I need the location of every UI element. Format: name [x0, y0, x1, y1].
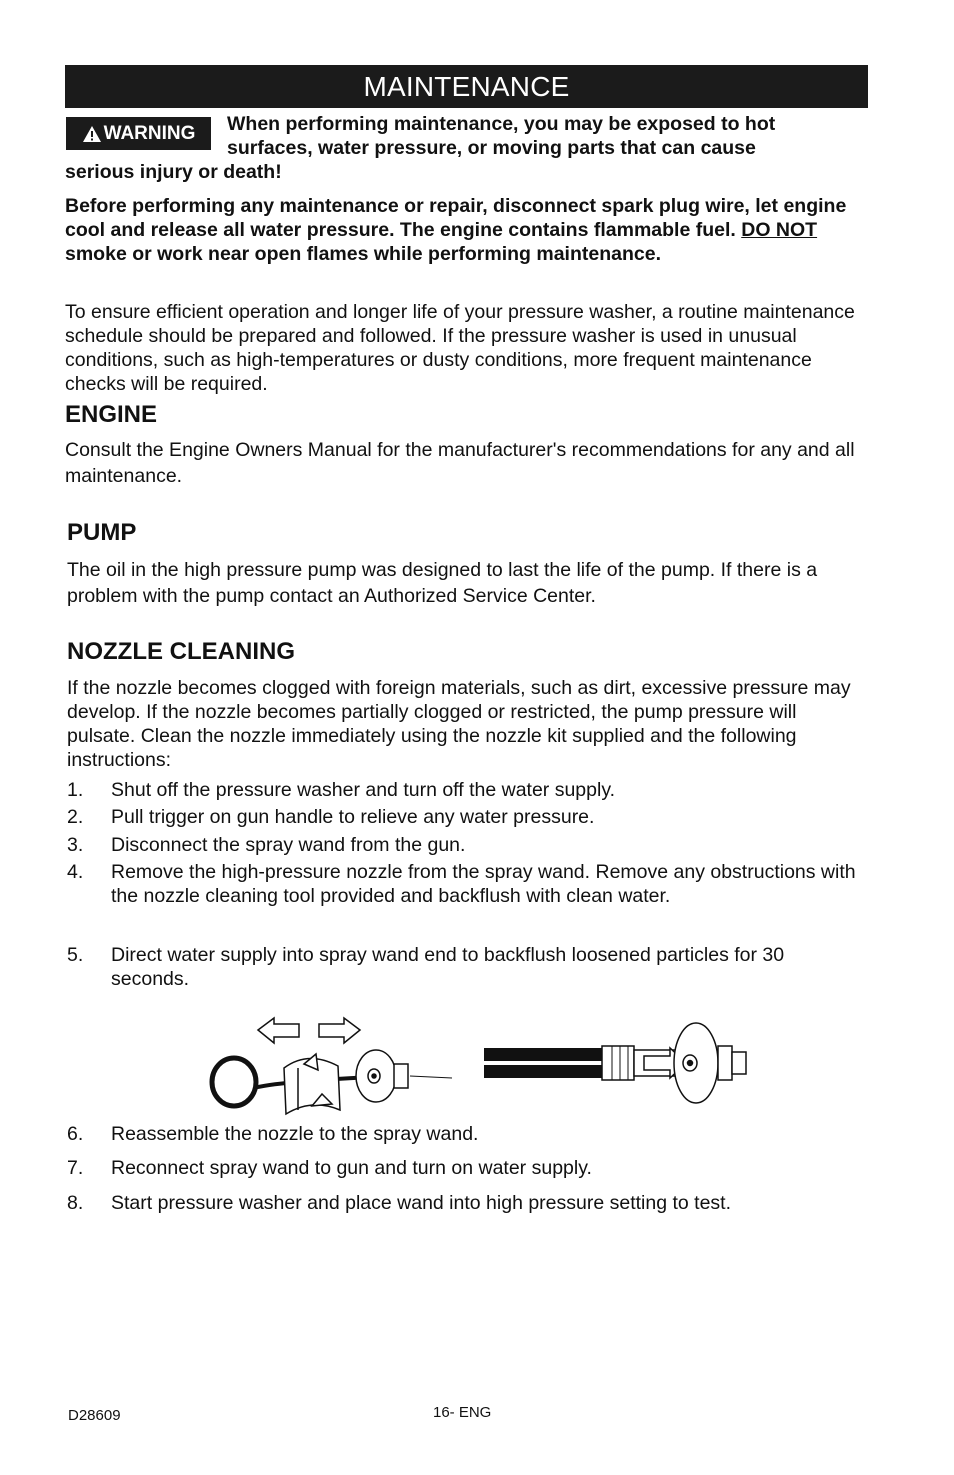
- list-item: [67, 805, 867, 829]
- engine-heading: ENGINE: [65, 401, 158, 428]
- warning-badge-label: WARNING: [103, 123, 196, 144]
- pump-text: The oil in the high pressure pump was designed to last the life of the pump. If there is a problem with the pump contact an Authorized Service Center.: [67, 559, 818, 607]
- nozzle-heading: NOZZLE CLEANING: [67, 638, 295, 665]
- step-number: 6.: [67, 1123, 84, 1145]
- step-text: Reassemble the nozzle to the spray wand.: [111, 1123, 479, 1145]
- list-item: [67, 860, 867, 908]
- nozzle-cleaning-illustration: [200, 1010, 760, 1122]
- step-number: 1.: [67, 779, 84, 801]
- list-item: [67, 1156, 867, 1180]
- step-number: 3.: [67, 834, 84, 856]
- caution-emphasis: DO NOT: [741, 219, 818, 241]
- step-text: Start pressure washer and place wand into high pressure setting to test.: [111, 1192, 732, 1214]
- step-number: 7.: [67, 1157, 84, 1179]
- step-number: 5.: [67, 944, 84, 966]
- page-header: [65, 65, 868, 108]
- move-arrows-icon: [258, 1018, 360, 1043]
- step-text: Reconnect spray wand to gun and turn on water supply.: [111, 1157, 592, 1179]
- pump-heading: PUMP: [67, 519, 137, 546]
- step-text: Pull trigger on gun handle to relieve any water pressure.: [111, 806, 595, 828]
- list-item: [67, 1122, 867, 1146]
- caution-text-2: smoke or work near open flames while performing maintenance.: [65, 243, 661, 265]
- nozzle-icon: [674, 1023, 746, 1103]
- step-number: 8.: [67, 1192, 84, 1214]
- engine-text: Consult the Engine Owners Manual for the manufacturer's recommendations for any and all maintenance.: [65, 439, 855, 487]
- list-item: [67, 778, 867, 802]
- step-text: Remove the high-pressure nozzle from the spray wand. Remove any obstructions with the nozzle cleaning tool provided and backflush with clean water.: [111, 861, 856, 907]
- warning-triangle-icon: [82, 125, 102, 143]
- warning-badge: [66, 117, 211, 150]
- nozzle-text: If the nozzle becomes clogged with foreign materials, such as dirt, excessive pressure may develop. If the nozzle becomes partially clogged or restricted, the pump pressure will pulsate. Clean the nozzle immediately using the nozzle kit supplied and the following instructions:: [67, 677, 851, 771]
- warning-line-3: serious injury or death!: [65, 161, 282, 183]
- step-number: 2.: [67, 806, 84, 828]
- list-item: [67, 1191, 867, 1215]
- warning-line-2: surfaces, water pressure, or moving parts that can cause: [227, 137, 756, 159]
- step-text: Disconnect the spray wand from the gun.: [111, 834, 466, 856]
- step-number: 4.: [67, 861, 84, 883]
- rotate-arrow-icon: [284, 1054, 340, 1114]
- header-title: MAINTENANCE: [363, 71, 570, 102]
- list-item: [67, 943, 867, 991]
- warning-line-1: When performing maintenance, you may be exposed to hot: [227, 113, 776, 135]
- step-text: Shut off the pressure washer and turn off the water supply.: [111, 779, 616, 801]
- caution-text-1: Before performing any maintenance or repair, disconnect spark plug wire, let engine cool and release all water pressure. The engine contains flammable fuel.: [65, 195, 847, 241]
- caution-paragraph: [65, 194, 870, 266]
- nozzle-icon: [356, 1050, 452, 1102]
- page-number: 16- ENG: [433, 1404, 492, 1421]
- step-text: Direct water supply into spray wand end to backflush loosened particles for 30 seconds.: [111, 944, 785, 990]
- doc-id: D28609: [68, 1407, 121, 1424]
- list-item: [67, 833, 867, 857]
- intro-paragraph: To ensure efficient operation and longer life of your pressure washer, a routine maintenance schedule should be prepared and followed. If the pressure washer is used in unusual conditions, such as high-temperatures or dusty conditions, more frequent maintenance checks will be required.: [65, 301, 855, 395]
